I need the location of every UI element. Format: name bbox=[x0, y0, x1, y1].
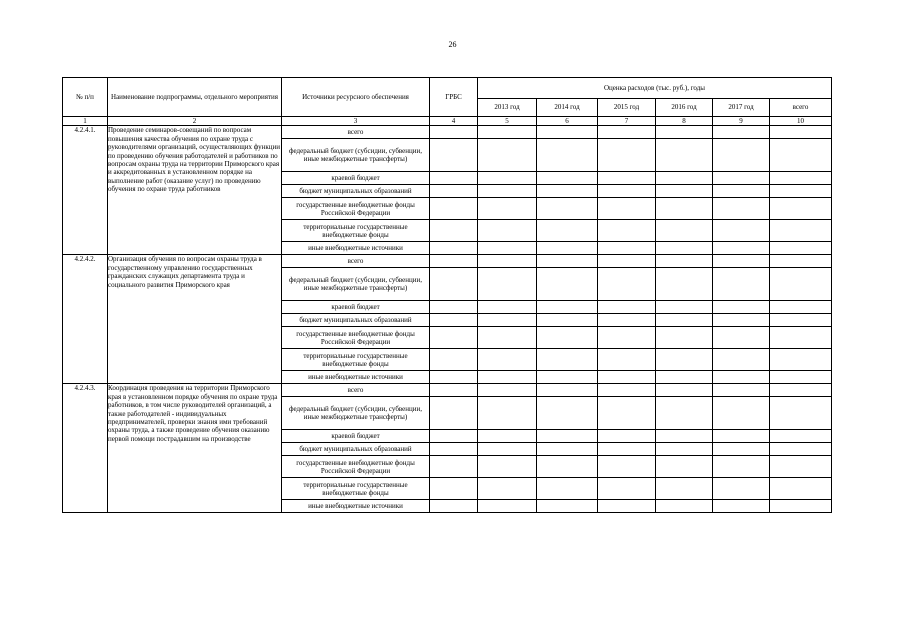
value-cell bbox=[478, 198, 537, 220]
value-cell bbox=[770, 500, 832, 513]
value-cell bbox=[598, 443, 656, 456]
value-cell bbox=[478, 371, 537, 384]
value-cell bbox=[537, 443, 598, 456]
value-cell bbox=[598, 220, 656, 242]
value-cell bbox=[656, 384, 713, 397]
activity-code: 4.2.4.2. bbox=[63, 255, 108, 384]
value-cell bbox=[713, 397, 770, 430]
value-cell bbox=[537, 139, 598, 172]
activity-name: Организация обучения по вопросам охраны труда в государственному управлению государственных гражданских служащих департамента труда и социального развития Приморского края bbox=[108, 255, 282, 384]
value-cell bbox=[598, 198, 656, 220]
value-cell bbox=[598, 500, 656, 513]
value-cell bbox=[713, 242, 770, 255]
value-cell bbox=[656, 255, 713, 268]
value-cell bbox=[598, 349, 656, 371]
value-cell bbox=[430, 397, 478, 430]
value-cell bbox=[478, 327, 537, 349]
value-cell bbox=[478, 384, 537, 397]
value-cell bbox=[770, 268, 832, 301]
value-cell bbox=[770, 349, 832, 371]
value-cell bbox=[430, 198, 478, 220]
value-cell bbox=[598, 371, 656, 384]
table-row bbox=[63, 126, 832, 139]
value-cell bbox=[598, 301, 656, 314]
funding-source: государственные внебюджетные фонды Российской Федерации bbox=[282, 198, 430, 220]
value-cell bbox=[656, 443, 713, 456]
value-cell bbox=[537, 314, 598, 327]
value-cell bbox=[656, 126, 713, 139]
value-cell bbox=[537, 327, 598, 349]
header-sources: Источники ресурсного обеспечения bbox=[282, 78, 430, 117]
header-estimate: Оценка расходов (тыс. руб.), годы bbox=[478, 78, 832, 99]
value-cell bbox=[430, 371, 478, 384]
funding-source: иные внебюджетные источники bbox=[282, 242, 430, 255]
value-cell bbox=[537, 242, 598, 255]
value-cell bbox=[598, 478, 656, 500]
value-cell bbox=[713, 172, 770, 185]
value-cell bbox=[537, 371, 598, 384]
value-cell bbox=[598, 126, 656, 139]
funding-source: краевой бюджет bbox=[282, 301, 430, 314]
funding-source: федеральный бюджет (субсидии, субвенции, иные межбюджетные трансферты) bbox=[282, 139, 430, 172]
funding-source: краевой бюджет bbox=[282, 172, 430, 185]
funding-source: государственные внебюджетные фонды Российской Федерации bbox=[282, 327, 430, 349]
funding-source: бюджет муниципальных образований bbox=[282, 314, 430, 327]
value-cell bbox=[478, 268, 537, 301]
value-cell bbox=[430, 268, 478, 301]
value-cell bbox=[713, 301, 770, 314]
value-cell bbox=[713, 500, 770, 513]
value-cell bbox=[537, 500, 598, 513]
value-cell bbox=[713, 443, 770, 456]
value-cell bbox=[537, 430, 598, 443]
funding-source: иные внебюджетные источники bbox=[282, 371, 430, 384]
value-cell bbox=[598, 314, 656, 327]
column-number: 7 bbox=[598, 117, 656, 126]
value-cell bbox=[537, 384, 598, 397]
value-cell bbox=[713, 126, 770, 139]
value-cell bbox=[598, 242, 656, 255]
value-cell bbox=[537, 397, 598, 430]
value-cell bbox=[770, 242, 832, 255]
value-cell bbox=[478, 478, 537, 500]
value-cell bbox=[770, 255, 832, 268]
value-cell bbox=[656, 371, 713, 384]
funding-source: всего bbox=[282, 255, 430, 268]
value-cell bbox=[656, 430, 713, 443]
value-cell bbox=[478, 397, 537, 430]
value-cell bbox=[478, 301, 537, 314]
value-cell bbox=[770, 314, 832, 327]
value-cell bbox=[713, 220, 770, 242]
value-cell bbox=[537, 220, 598, 242]
value-cell bbox=[478, 220, 537, 242]
value-cell bbox=[478, 242, 537, 255]
header-no: № п/п bbox=[63, 78, 108, 117]
value-cell bbox=[478, 443, 537, 456]
value-cell bbox=[770, 220, 832, 242]
value-cell bbox=[537, 126, 598, 139]
value-cell bbox=[656, 349, 713, 371]
value-cell bbox=[537, 478, 598, 500]
column-number: 1 bbox=[63, 117, 108, 126]
value-cell bbox=[713, 198, 770, 220]
value-cell bbox=[713, 430, 770, 443]
value-cell bbox=[478, 139, 537, 172]
value-cell bbox=[770, 301, 832, 314]
value-cell bbox=[478, 314, 537, 327]
value-cell bbox=[770, 126, 832, 139]
value-cell bbox=[656, 139, 713, 172]
value-cell bbox=[713, 185, 770, 198]
value-cell bbox=[537, 349, 598, 371]
value-cell bbox=[478, 126, 537, 139]
value-cell bbox=[598, 185, 656, 198]
value-cell bbox=[656, 500, 713, 513]
activity-code: 4.2.4.1. bbox=[63, 126, 108, 255]
value-cell bbox=[656, 478, 713, 500]
value-cell bbox=[598, 456, 656, 478]
value-cell bbox=[770, 397, 832, 430]
column-number: 8 bbox=[656, 117, 713, 126]
header-year: 2015 год bbox=[598, 99, 656, 117]
value-cell bbox=[478, 349, 537, 371]
value-cell bbox=[430, 456, 478, 478]
value-cell bbox=[656, 198, 713, 220]
value-cell bbox=[430, 220, 478, 242]
value-cell bbox=[430, 185, 478, 198]
value-cell bbox=[770, 172, 832, 185]
column-number: 10 bbox=[770, 117, 832, 126]
value-cell bbox=[656, 242, 713, 255]
value-cell bbox=[598, 268, 656, 301]
activity-code: 4.2.4.3. bbox=[63, 384, 108, 513]
value-cell bbox=[478, 185, 537, 198]
value-cell bbox=[656, 301, 713, 314]
activity-name: Проведение семинаров-совещаний по вопросам повышения качества обучения по охране труда с руководителями организаций, осуществляющих функции по проведению обучения работодателей и работников по вопросам охраны труда на территории Приморского края и аккредитованных в установленном порядке на выполнение работ (оказание услуг) по проведению обучения по охране труда работников bbox=[108, 126, 282, 255]
funding-source: иные внебюджетные источники bbox=[282, 500, 430, 513]
activity-name: Координация проведения на территории Приморского края в установленном порядке обучения по охране труда работников, в том числе руководителей организаций, а также работодателей - индивидуальных предпринимателей, проверки знания ими требований охраны труда, а также проведение обучения оказанию первой помощи пострадавшим на производстве bbox=[108, 384, 282, 513]
value-cell bbox=[598, 430, 656, 443]
value-cell bbox=[478, 255, 537, 268]
value-cell bbox=[713, 349, 770, 371]
funding-source: бюджет муниципальных образований bbox=[282, 185, 430, 198]
value-cell bbox=[656, 327, 713, 349]
value-cell bbox=[656, 397, 713, 430]
header-total: всего bbox=[770, 99, 832, 117]
value-cell bbox=[430, 126, 478, 139]
value-cell bbox=[770, 478, 832, 500]
value-cell bbox=[656, 220, 713, 242]
value-cell bbox=[537, 301, 598, 314]
funding-source: территориальные государственные внебюджетные фонды bbox=[282, 349, 430, 371]
value-cell bbox=[537, 456, 598, 478]
value-cell bbox=[713, 384, 770, 397]
value-cell bbox=[656, 172, 713, 185]
funding-source: территориальные государственные внебюджетные фонды bbox=[282, 478, 430, 500]
value-cell bbox=[430, 139, 478, 172]
value-cell bbox=[537, 198, 598, 220]
funding-source: всего bbox=[282, 384, 430, 397]
value-cell bbox=[713, 327, 770, 349]
value-cell bbox=[770, 198, 832, 220]
value-cell bbox=[713, 255, 770, 268]
funding-source: территориальные государственные внебюджетные фонды bbox=[282, 220, 430, 242]
header-grbs: ГРБС bbox=[430, 78, 478, 117]
value-cell bbox=[537, 185, 598, 198]
column-number: 3 bbox=[282, 117, 430, 126]
value-cell bbox=[770, 371, 832, 384]
page-number: 26 bbox=[448, 40, 457, 49]
value-cell bbox=[713, 139, 770, 172]
value-cell bbox=[430, 242, 478, 255]
value-cell bbox=[430, 430, 478, 443]
value-cell bbox=[770, 139, 832, 172]
value-cell bbox=[598, 139, 656, 172]
value-cell bbox=[537, 268, 598, 301]
table-row bbox=[63, 255, 832, 268]
column-number: 6 bbox=[537, 117, 598, 126]
value-cell bbox=[770, 430, 832, 443]
value-cell bbox=[656, 185, 713, 198]
value-cell bbox=[430, 172, 478, 185]
funding-source: всего bbox=[282, 126, 430, 139]
value-cell bbox=[430, 301, 478, 314]
value-cell bbox=[598, 384, 656, 397]
value-cell bbox=[430, 349, 478, 371]
value-cell bbox=[713, 456, 770, 478]
value-cell bbox=[478, 456, 537, 478]
value-cell bbox=[430, 500, 478, 513]
column-number: 9 bbox=[713, 117, 770, 126]
column-number: 5 bbox=[478, 117, 537, 126]
header-year: 2013 год bbox=[478, 99, 537, 117]
value-cell bbox=[656, 456, 713, 478]
funding-source: государственные внебюджетные фонды Российской Федерации bbox=[282, 456, 430, 478]
value-cell bbox=[537, 255, 598, 268]
value-cell bbox=[430, 478, 478, 500]
value-cell bbox=[770, 443, 832, 456]
value-cell bbox=[713, 371, 770, 384]
value-cell bbox=[478, 430, 537, 443]
funding-source: краевой бюджет bbox=[282, 430, 430, 443]
value-cell bbox=[478, 500, 537, 513]
value-cell bbox=[598, 397, 656, 430]
value-cell bbox=[656, 314, 713, 327]
value-cell bbox=[770, 456, 832, 478]
column-number: 2 bbox=[108, 117, 282, 126]
value-cell bbox=[598, 255, 656, 268]
funding-source: бюджет муниципальных образований bbox=[282, 443, 430, 456]
value-cell bbox=[430, 327, 478, 349]
header-year: 2017 год bbox=[713, 99, 770, 117]
value-cell bbox=[537, 172, 598, 185]
funding-source: федеральный бюджет (субсидии, субвенции, иные межбюджетные трансферты) bbox=[282, 397, 430, 430]
value-cell bbox=[770, 384, 832, 397]
value-cell bbox=[713, 268, 770, 301]
funding-source: федеральный бюджет (субсидии, субвенции, иные межбюджетные трансферты) bbox=[282, 268, 430, 301]
value-cell bbox=[713, 314, 770, 327]
table-row bbox=[63, 384, 832, 397]
value-cell bbox=[430, 384, 478, 397]
value-cell bbox=[430, 443, 478, 456]
header-year: 2016 год bbox=[656, 99, 713, 117]
value-cell bbox=[713, 478, 770, 500]
header-year: 2014 год bbox=[537, 99, 598, 117]
value-cell bbox=[656, 268, 713, 301]
value-cell bbox=[430, 314, 478, 327]
resource-table bbox=[62, 77, 832, 513]
header-name: Наименование подпрограммы, отдельного мероприятия bbox=[108, 78, 282, 117]
value-cell bbox=[770, 185, 832, 198]
value-cell bbox=[770, 327, 832, 349]
value-cell bbox=[598, 327, 656, 349]
value-cell bbox=[598, 172, 656, 185]
value-cell bbox=[430, 255, 478, 268]
value-cell bbox=[478, 172, 537, 185]
column-number: 4 bbox=[430, 117, 478, 126]
